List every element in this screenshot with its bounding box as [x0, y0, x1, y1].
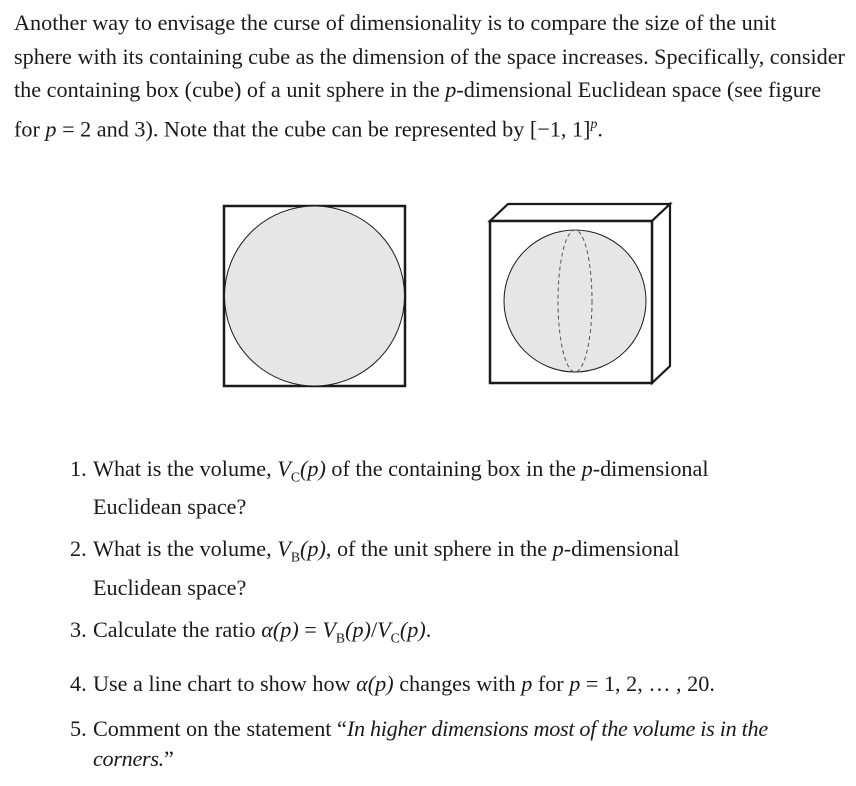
- question-number: 3.: [70, 616, 87, 642]
- question-number: 5.: [70, 716, 87, 742]
- question-4: 4. Use a line chart to show how α(p) changes with p for p = 1, 2, … , 20.: [70, 669, 830, 699]
- cube-side-face: [652, 204, 670, 383]
- intro-line-1: Another way to envisage the curse of dimensionality is to compare the size of the unit: [14, 10, 777, 35]
- intro-line-3: the containing box (cube) of a unit sphere in the p-dimensional Euclidean space (see figure: [14, 77, 822, 102]
- question-number: 4.: [70, 671, 87, 697]
- question-1: 1. What is the volume, $V_C(p)$ of the containing box in the p-dimensional Euclidean space?: [70, 456, 709, 520]
- question-5: 5. Comment on the statement “In higher dimensions most of the volume is in the corners.”: [70, 716, 768, 772]
- question-number: 1.: [70, 456, 87, 481]
- figure-svg: [0, 195, 856, 395]
- figure: [0, 195, 856, 395]
- inscribed-circle: [225, 206, 405, 386]
- intro-line-4: for p = 2 and 3). Note that the cube can be represented by [−1, 1]$^p$.: [14, 115, 603, 141]
- cube-with-sphere: [490, 204, 670, 383]
- question-list: [70, 454, 830, 786]
- question-3: 3. Calculate the ratio $\alpha(p) = V_B(p)/V_C(p)$.: [70, 616, 432, 646]
- cube-top-face: [490, 204, 670, 221]
- inscribed-sphere: [504, 230, 646, 372]
- question-number: 2.: [70, 536, 87, 562]
- square-with-circle: [224, 206, 405, 386]
- intro-paragraph: [14, 6, 856, 145]
- intro-line-2: sphere with its containing cube as the dimension of the space increases. Specifically, consider: [14, 43, 845, 69]
- question-2: 2. What is the volume, $V_B(p)$, of the unit sphere in the p-dimensional Euclidean space?: [70, 536, 680, 600]
